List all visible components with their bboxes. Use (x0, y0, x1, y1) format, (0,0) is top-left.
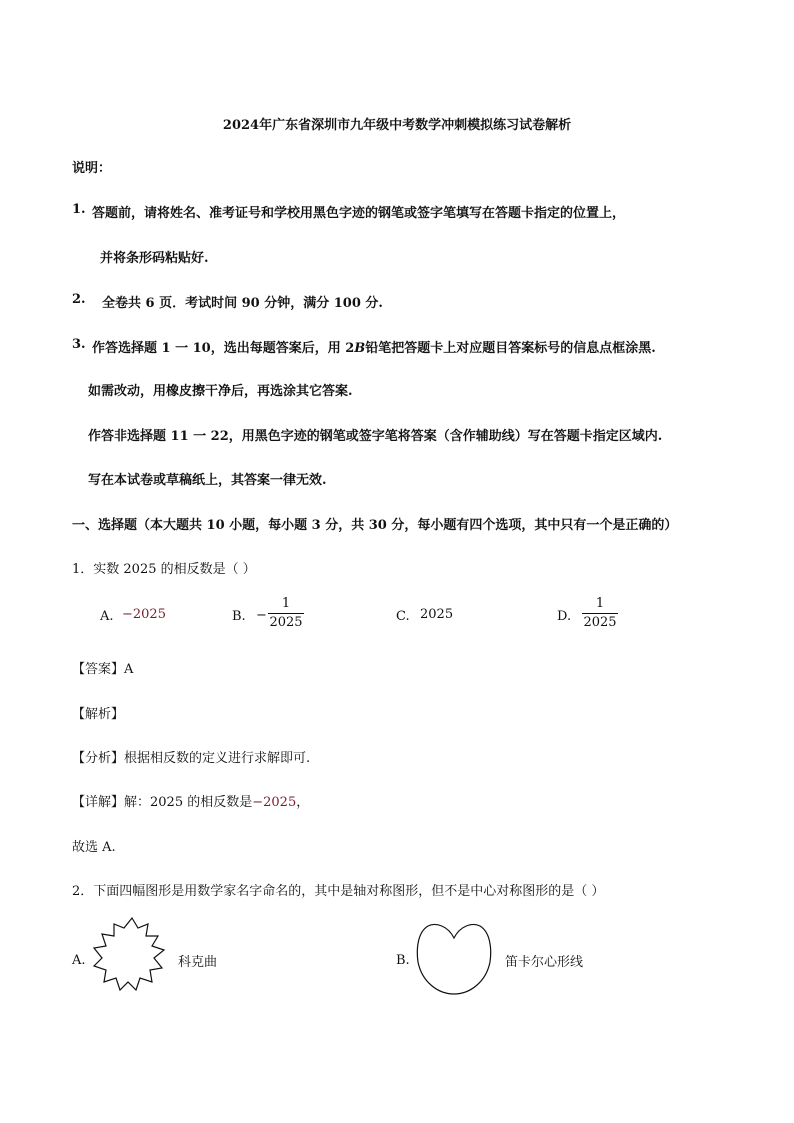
question-1-option-b-fraction (268, 596, 304, 631)
question-2-option-a-label: A. (72, 953, 86, 968)
instruction-1-line-2: 并将条形码粘贴好. (100, 251, 209, 266)
instruction-2-number: 2. (72, 292, 86, 307)
question-2-stem: 2．下面四幅图形是用数学家名字命名的，其中是轴对称图形，但不是中心对称图形的是（ ） (72, 884, 605, 899)
instruction-1-number: 1. (72, 202, 86, 217)
answer-tag: 【答案】 (72, 662, 125, 677)
koch-snowflake-figure (92, 916, 172, 998)
instructions-heading: 说明： (72, 161, 112, 176)
question-2-option-b-label: B. (396, 953, 410, 968)
question-1-option-c-label: C. (396, 609, 410, 624)
question-1-analysis-tag: 【解析】 (72, 707, 125, 722)
instruction-1-line-1: 答题前，请将姓名、准考证号和学校用黑色字迹的钢笔或签字笔填写在答题卡指定的位置上， (92, 206, 626, 221)
question-1-option-d-label: D. (557, 609, 572, 624)
instruction-3-line-4: 写在本试卷或草稿纸上，其答案一律无效. (88, 473, 327, 488)
question-1-option-d-denominator: 2025 (583, 615, 617, 630)
instruction-3-line-3: 作答非选择题 11 一 22，用黑色字迹的钢笔或签字笔将答案（含作辅助线）写在答题卡指定区域内. (88, 429, 663, 444)
detail-text-a: 解：2025 的相反数是 (124, 795, 253, 810)
question-1-option-a-value: −2025 (122, 607, 166, 622)
question-1-conclusion: 故选 A. (72, 840, 116, 855)
question-1-option-b-numerator: 1 (281, 596, 291, 611)
question-1-option-b-sign: − (256, 608, 267, 623)
instruction-3-line-1-b: B (354, 341, 366, 356)
fenxi-tag: 【分析】 (72, 751, 125, 766)
question-1-stem: 1．实数 2025 的相反数是（ ） (72, 562, 256, 577)
instruction-3-line-1-a: 作答选择题 1 一 10，选出每题答案后，用 2 (92, 341, 355, 356)
question-1-detail (72, 791, 309, 810)
question-1-option-d-fraction (582, 596, 618, 631)
cardioid-figure (414, 918, 494, 998)
page-title: 2024年广东省深圳市九年级中考数学冲刺模拟练习试卷解析 (222, 118, 572, 133)
question-1-fenxi (72, 747, 310, 766)
instruction-3-line-2: 如需改动，用橡皮擦干净后，再选涂其它答案. (88, 384, 353, 399)
instruction-3-number: 3. (72, 337, 86, 352)
question-1-option-b-denominator: 2025 (269, 615, 303, 630)
detail-text-c: ， (296, 795, 310, 810)
fraction-bar (268, 613, 304, 614)
detail-tag: 【详解】 (72, 795, 125, 810)
question-2-option-a-caption: 科克曲 (178, 955, 218, 970)
instruction-3-line-1-c: 铅笔把答题卡上对应题目答案标号的信息点框涂黑. (365, 341, 656, 356)
instruction-3-line-1 (92, 337, 656, 356)
question-2-option-b-caption: 笛卡尔心形线 (505, 955, 584, 970)
question-1-option-c-value: 2025 (420, 607, 454, 622)
fenxi-text: 根据相反数的定义进行求解即可. (124, 751, 311, 766)
question-1-answer (72, 658, 133, 677)
section-1-heading: 一、选择题（本大题共 10 小题，每小题 3 分，共 30 分，每小题有四个选项，其中只有一个是正确的） (72, 518, 678, 533)
question-1-option-d-numerator: 1 (595, 596, 605, 611)
instruction-2-line-1: 全卷共 6 页．考试时间 90 分钟，满分 100 分. (102, 296, 383, 311)
question-1-option-b-label: B. (232, 609, 246, 624)
question-1-option-a-label: A. (100, 609, 114, 624)
detail-text-b: −2025 (252, 795, 297, 810)
fraction-bar (582, 613, 618, 614)
answer-value: A (124, 662, 134, 677)
